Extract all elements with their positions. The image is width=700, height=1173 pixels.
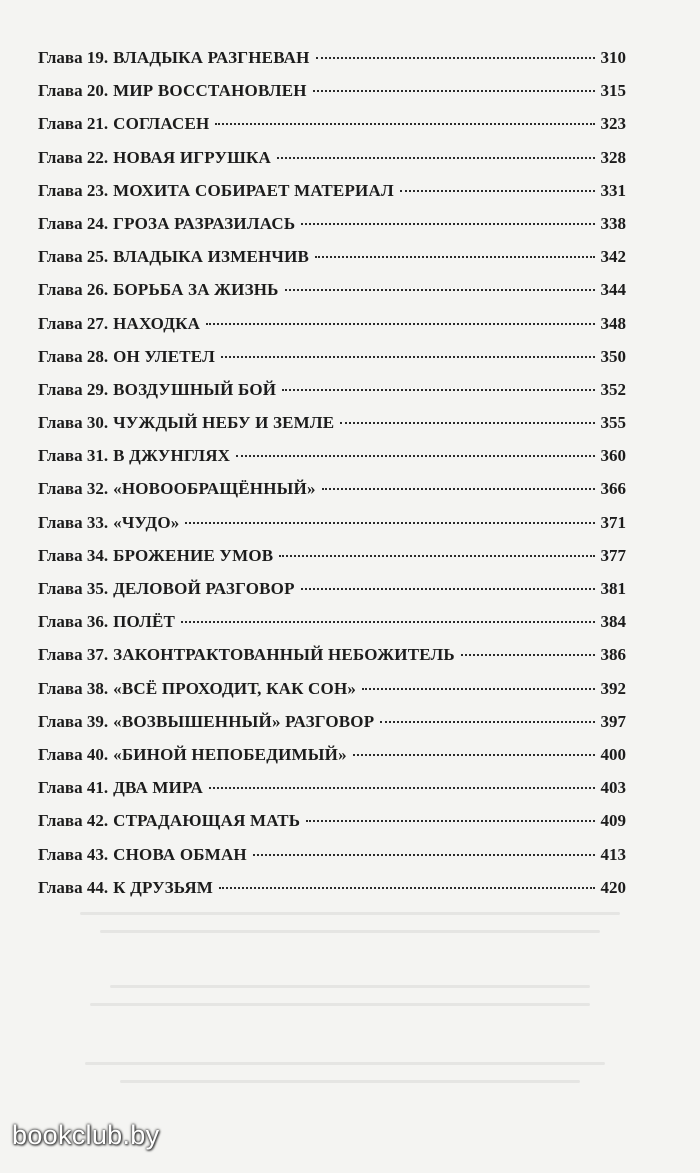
toc-entry bbox=[38, 579, 626, 612]
toc-chapter-number: Глава 36. bbox=[38, 612, 109, 632]
toc-chapter-number: Глава 31. bbox=[38, 446, 109, 466]
toc-entry bbox=[38, 214, 626, 247]
toc-page-number: 323 bbox=[600, 114, 626, 134]
toc-leader-dots bbox=[215, 123, 594, 125]
toc-page-number: 381 bbox=[600, 579, 626, 598]
toc-page-number: 371 bbox=[600, 512, 626, 532]
toc-entry bbox=[38, 347, 626, 380]
toc-chapter-title: ВЛАДЫКА ИЗМЕНЧИВ bbox=[113, 247, 310, 267]
toc-chapter-number: Глава 20. bbox=[38, 81, 109, 101]
toc-page-number: 331 bbox=[600, 180, 626, 200]
toc-chapter-number: Глава 25. bbox=[38, 247, 109, 267]
toc-chapter-title: «ВСЁ ПРОХОДИТ, КАК СОН» bbox=[113, 678, 357, 698]
toc-leader-dots bbox=[353, 754, 595, 756]
toc-leader-dots bbox=[253, 854, 595, 856]
toc-entry bbox=[38, 513, 626, 546]
toc-leader-dots bbox=[315, 256, 594, 258]
toc-chapter-title: МОХИТА СОБИРАЕТ МАТЕРИАЛ bbox=[113, 180, 394, 200]
toc-leader-dots bbox=[340, 422, 594, 424]
toc-leader-dots bbox=[362, 688, 594, 690]
toc-chapter-number: Глава 43. bbox=[38, 844, 109, 864]
toc-entry bbox=[38, 745, 626, 778]
toc-entry bbox=[38, 280, 626, 313]
toc-chapter-number: Глава 29. bbox=[38, 379, 109, 399]
toc-page-number: 344 bbox=[600, 280, 626, 300]
toc-chapter-title: «НОВООБРАЩЁННЫЙ» bbox=[113, 479, 316, 499]
toc-page-number: 400 bbox=[600, 744, 626, 764]
toc-leader-dots bbox=[277, 157, 595, 159]
toc-chapter-title: МИР ВОССТАНОВЛЕН bbox=[113, 81, 307, 101]
toc-page-number: 403 bbox=[600, 778, 626, 798]
toc-chapter-number: Глава 44. bbox=[38, 877, 109, 897]
toc-page-number: 413 bbox=[600, 844, 626, 864]
toc-entry bbox=[38, 380, 626, 413]
toc-chapter-title: ДВА МИРА bbox=[113, 778, 203, 798]
toc-entry bbox=[38, 81, 626, 114]
toc-page-number: 350 bbox=[600, 346, 626, 366]
toc-chapter-number: Глава 32. bbox=[38, 479, 109, 499]
toc-leader-dots bbox=[400, 190, 595, 192]
toc-leader-dots bbox=[461, 654, 595, 656]
toc-chapter-number: Глава 27. bbox=[38, 313, 109, 333]
toc-leader-dots bbox=[285, 289, 595, 291]
toc-chapter-title: СНОВА ОБМАН bbox=[113, 844, 247, 864]
toc-leader-dots bbox=[236, 455, 594, 457]
toc-page-number: 352 bbox=[600, 379, 626, 399]
toc-chapter-title: БОРЬБА ЗА ЖИЗНЬ bbox=[113, 280, 279, 300]
toc-leader-dots bbox=[181, 621, 594, 623]
toc-page-number: 392 bbox=[600, 678, 626, 698]
toc-chapter-title: ГРОЗА РАЗРАЗИЛАСЬ bbox=[113, 213, 296, 233]
toc-chapter-number: Глава 22. bbox=[38, 147, 109, 167]
toc-chapter-title: ПОЛЁТ bbox=[113, 612, 176, 632]
toc-chapter-number: Глава 19. bbox=[38, 48, 109, 67]
toc-page-number: 342 bbox=[600, 247, 626, 267]
toc-leader-dots bbox=[221, 356, 595, 358]
toc-entry bbox=[38, 181, 626, 214]
toc-leader-dots bbox=[219, 887, 594, 889]
toc-entry bbox=[38, 645, 626, 678]
toc-chapter-number: Глава 38. bbox=[38, 678, 109, 698]
toc-page-number: 397 bbox=[600, 711, 626, 731]
toc-page-number: 384 bbox=[600, 612, 626, 632]
toc-chapter-number: Глава 28. bbox=[38, 346, 109, 366]
toc-leader-dots bbox=[301, 588, 595, 590]
toc-chapter-title: ДЕЛОВОЙ РАЗГОВОР bbox=[113, 579, 295, 598]
toc-entry bbox=[38, 148, 626, 181]
toc-chapter-title: ЗАКОНТРАКТОВАННЫЙ НЕБОЖИТЕЛЬ bbox=[113, 645, 455, 665]
toc-page-number: 315 bbox=[600, 81, 626, 101]
toc-leader-dots bbox=[306, 820, 594, 822]
toc-chapter-number: Глава 30. bbox=[38, 413, 109, 433]
toc-entry bbox=[38, 679, 626, 712]
toc-page-number: 366 bbox=[600, 479, 626, 499]
toc-leader-dots bbox=[279, 555, 594, 557]
toc-leader-dots bbox=[380, 721, 594, 723]
toc-chapter-title: «ВОЗВЫШЕННЫЙ» РАЗГОВОР bbox=[113, 711, 375, 731]
toc-leader-dots bbox=[185, 522, 594, 524]
toc-chapter-number: Глава 35. bbox=[38, 579, 109, 598]
toc-entry bbox=[38, 114, 626, 147]
toc-entry bbox=[38, 247, 626, 280]
toc-chapter-number: Глава 41. bbox=[38, 778, 109, 798]
bleed-through-line bbox=[80, 912, 620, 915]
toc-page-number: 377 bbox=[600, 545, 626, 565]
toc-entry bbox=[38, 314, 626, 347]
watermark-text: bookclub.by bbox=[12, 1120, 160, 1150]
toc-chapter-title: НОВАЯ ИГРУШКА bbox=[113, 147, 271, 167]
toc-page-number: 348 bbox=[600, 313, 626, 333]
toc-chapter-title: «ЧУДО» bbox=[113, 512, 180, 532]
toc-chapter-title: ОН УЛЕТЕЛ bbox=[113, 346, 215, 366]
table-of-contents bbox=[38, 48, 626, 911]
toc-entry bbox=[38, 48, 626, 81]
toc-page-number: 310 bbox=[600, 48, 626, 67]
toc-chapter-title: К ДРУЗЬЯМ bbox=[113, 877, 214, 897]
toc-chapter-number: Глава 26. bbox=[38, 280, 109, 300]
toc-entry bbox=[38, 413, 626, 446]
toc-leader-dots bbox=[282, 389, 594, 391]
toc-page-number: 409 bbox=[600, 811, 626, 831]
toc-entry bbox=[38, 446, 626, 479]
toc-chapter-title: БРОЖЕНИЕ УМОВ bbox=[113, 545, 274, 565]
toc-page-number: 420 bbox=[600, 877, 626, 897]
toc-leader-dots bbox=[301, 223, 594, 225]
toc-page-number: 386 bbox=[600, 645, 626, 665]
bleed-through-line bbox=[90, 1003, 590, 1006]
toc-chapter-title: СТРАДАЮЩАЯ МАТЬ bbox=[113, 811, 301, 831]
toc-entry bbox=[38, 811, 626, 844]
toc-page-number: 338 bbox=[600, 213, 626, 233]
toc-page-number: 328 bbox=[600, 147, 626, 167]
toc-page-number: 355 bbox=[600, 413, 626, 433]
toc-leader-dots bbox=[316, 57, 595, 59]
toc-chapter-number: Глава 23. bbox=[38, 180, 109, 200]
toc-chapter-number: Глава 33. bbox=[38, 512, 109, 532]
toc-chapter-number: Глава 40. bbox=[38, 744, 109, 764]
toc-chapter-title: НАХОДКА bbox=[113, 313, 201, 333]
bleed-through-line bbox=[85, 1062, 605, 1065]
toc-chapter-number: Глава 39. bbox=[38, 711, 109, 731]
toc-entry bbox=[38, 546, 626, 579]
toc-leader-dots bbox=[322, 488, 595, 490]
bleed-through-line bbox=[110, 985, 590, 988]
toc-entry bbox=[38, 878, 626, 911]
toc-chapter-number: Глава 42. bbox=[38, 811, 109, 831]
toc-leader-dots bbox=[313, 90, 595, 92]
toc-leader-dots bbox=[209, 787, 595, 789]
toc-entry bbox=[38, 479, 626, 512]
toc-entry bbox=[38, 845, 626, 878]
toc-chapter-title: «БИНОЙ НЕПОБЕДИМЫЙ» bbox=[113, 744, 347, 764]
toc-chapter-title: В ДЖУНГЛЯХ bbox=[113, 446, 231, 466]
toc-page-number: 360 bbox=[600, 446, 626, 466]
toc-chapter-title: СОГЛАСЕН bbox=[113, 114, 210, 134]
toc-chapter-number: Глава 37. bbox=[38, 645, 109, 665]
toc-entry bbox=[38, 778, 626, 811]
toc-chapter-number: Глава 24. bbox=[38, 213, 109, 233]
toc-chapter-number: Глава 34. bbox=[38, 545, 109, 565]
bleed-through-line bbox=[120, 1080, 580, 1083]
bleed-through-line bbox=[100, 930, 600, 933]
toc-chapter-title: ВЛАДЫКА РАЗГНЕВАН bbox=[113, 48, 310, 67]
toc-chapter-title: ВОЗДУШНЫЙ БОЙ bbox=[113, 379, 277, 399]
toc-chapter-number: Глава 21. bbox=[38, 114, 109, 134]
toc-entry bbox=[38, 712, 626, 745]
toc-chapter-title: ЧУЖДЫЙ НЕБУ И ЗЕМЛЕ bbox=[113, 413, 335, 433]
toc-entry bbox=[38, 612, 626, 645]
toc-leader-dots bbox=[206, 323, 594, 325]
